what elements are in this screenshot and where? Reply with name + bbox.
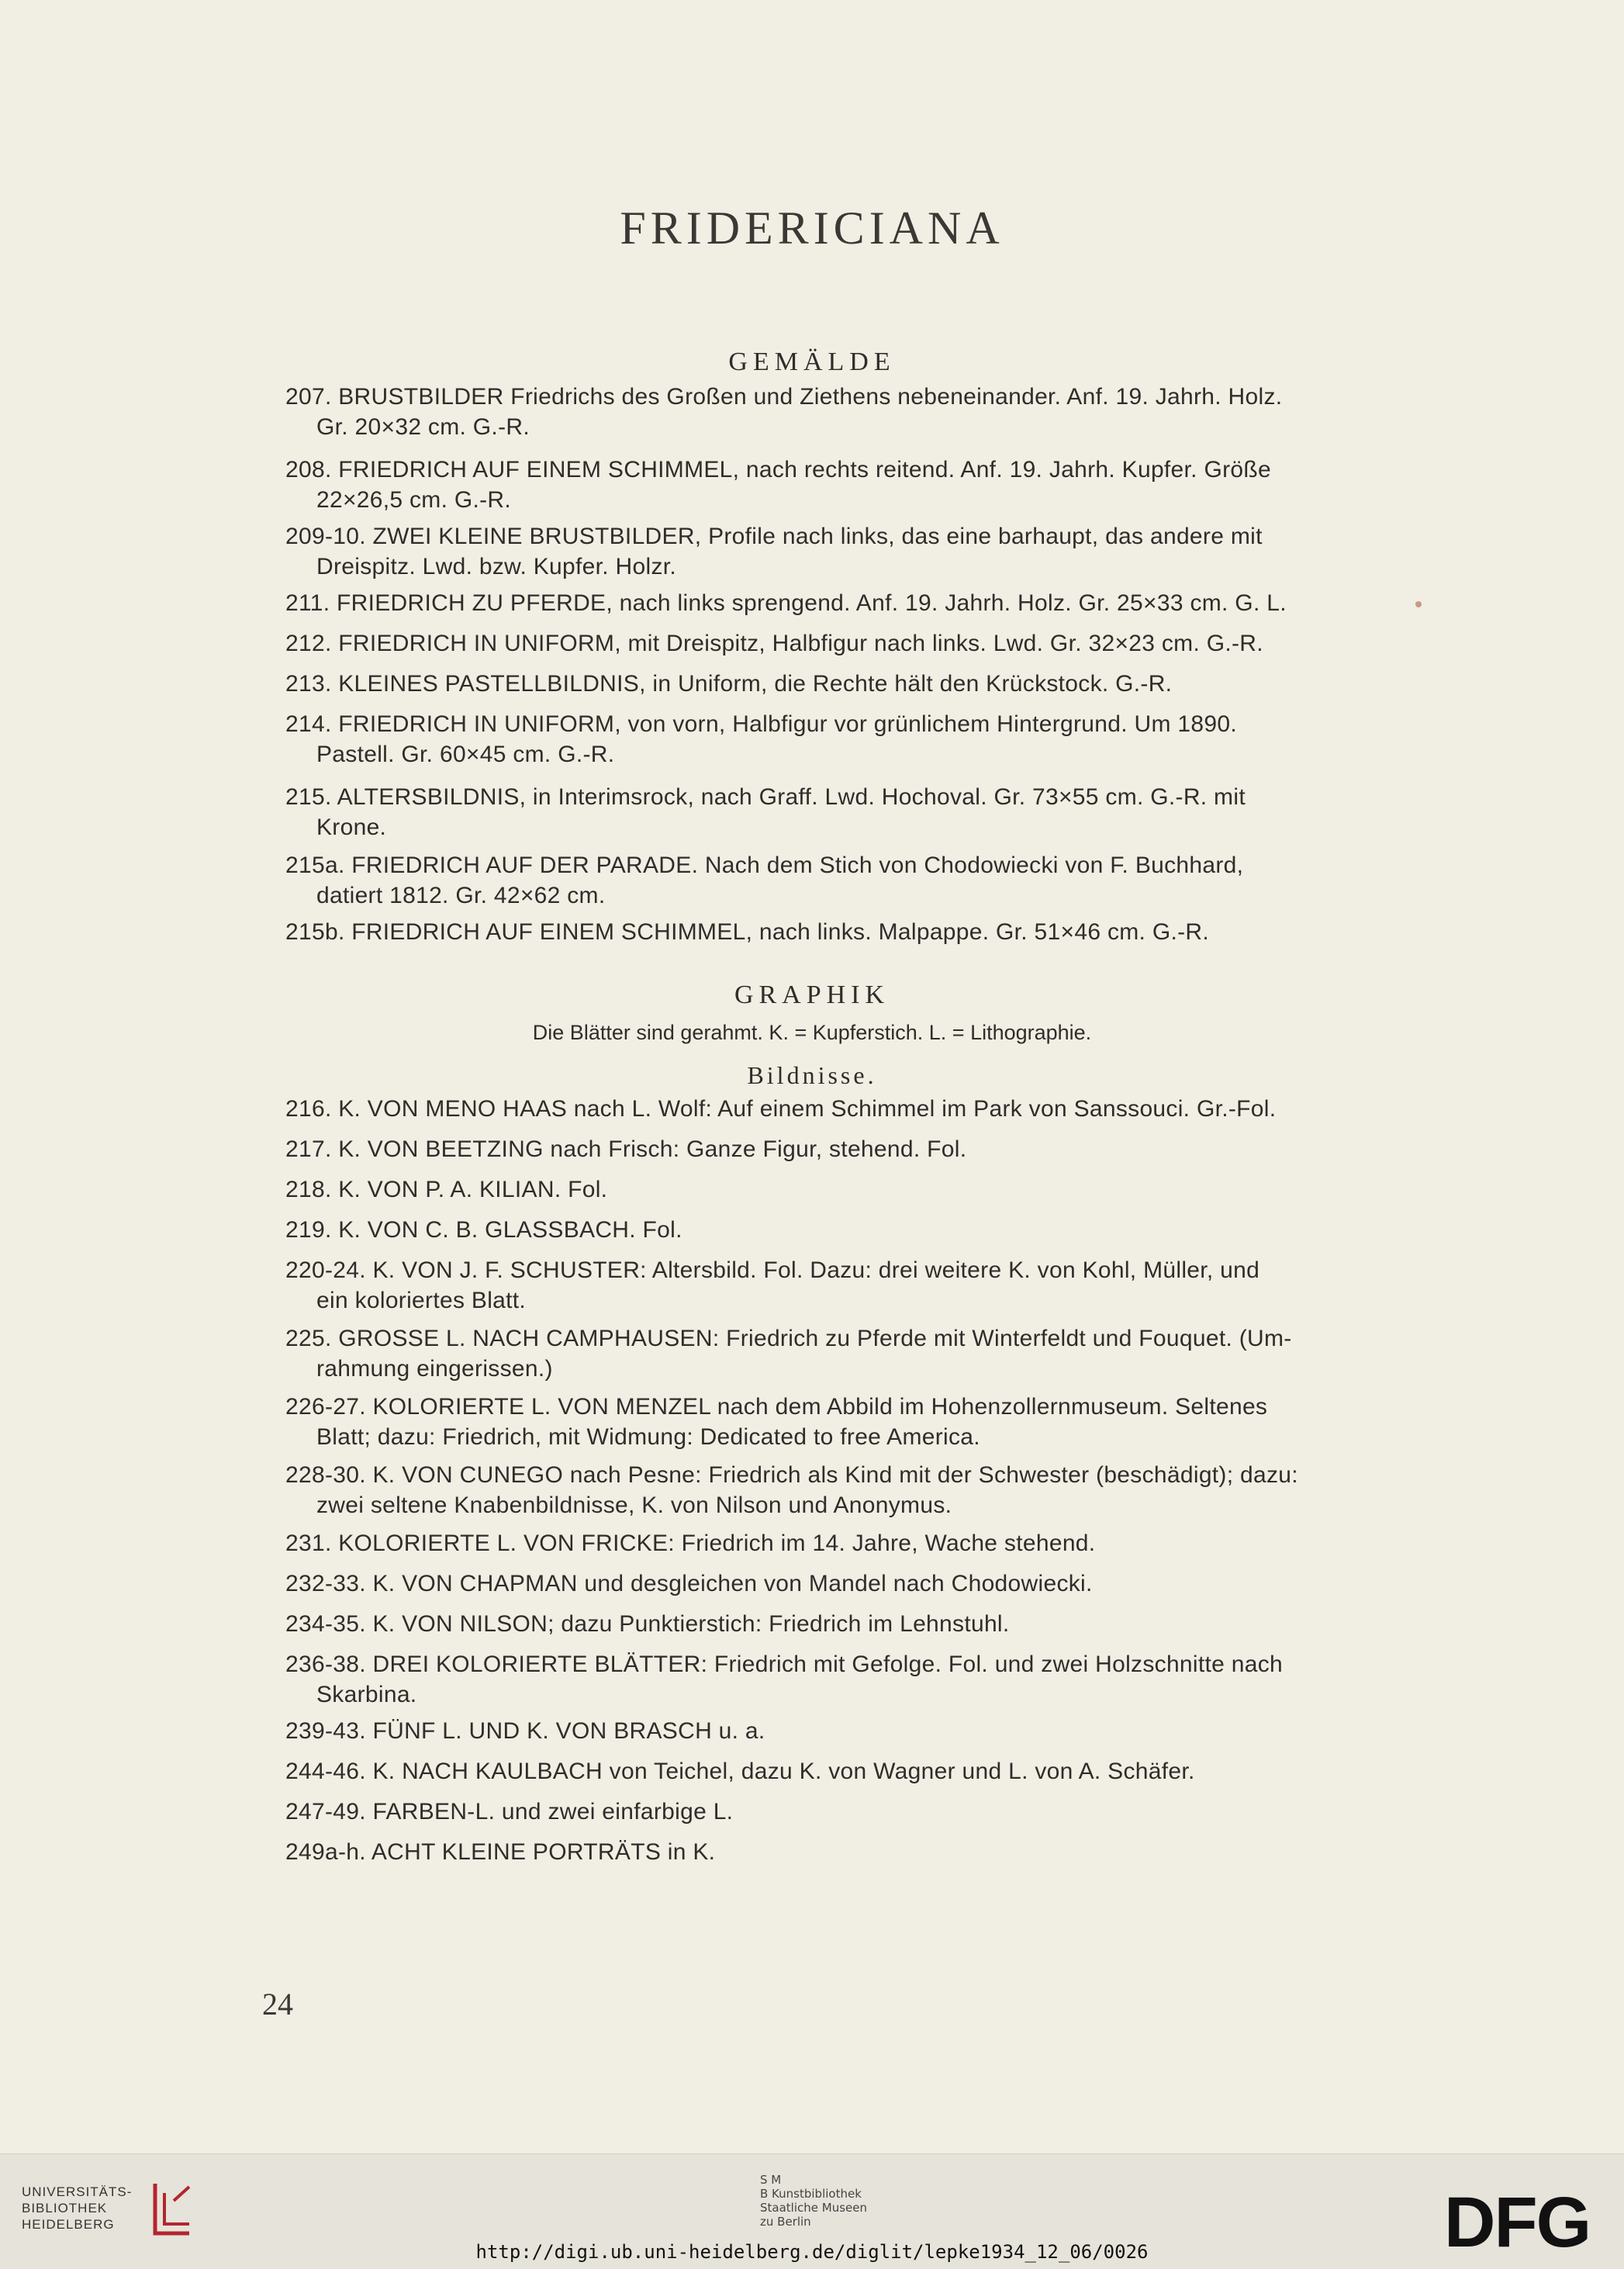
page-title: FRIDERICIANA	[620, 202, 1004, 254]
entry-item	[285, 455, 1363, 515]
entry-item	[285, 382, 1363, 442]
university-library-logo[interactable]	[22, 2184, 132, 2233]
entry-line: 249a-h. ACHT KLEINE PORTRÄTS in K.	[285, 1839, 716, 1865]
entry-item	[285, 1094, 1363, 1124]
uni-line-3: HEIDELBERG	[22, 2217, 115, 2232]
entry-line: 220-24. K. VON J. F. SCHUSTER: Altersbild. Fol. Dazu: drei weitere K. von Kohl, Müller, und	[285, 1257, 1260, 1283]
entry-line: 215. ALTERSBILDNIS, in Interimsrock, nach Graff. Lwd. Hochoval. Gr. 73×55 cm. G.-R. mit	[285, 784, 1246, 810]
uni-line-2: BIBLIOTHEK	[22, 2201, 108, 2215]
entry-continuation: rahmung eingerissen.)	[316, 1356, 553, 1382]
entry-continuation: Dreispitz. Lwd. bzw. Kupfer. Holzr.	[316, 554, 677, 579]
subheading-bildnisse: Bildnisse.	[747, 1061, 877, 1089]
entry-item	[285, 1392, 1363, 1452]
entry-item	[285, 669, 1363, 699]
entry-line: 214. FRIEDRICH IN UNIFORM, von vorn, Halbfigur vor grünlichem Hintergrund. Um 1890.	[285, 711, 1237, 737]
entry-line: 239-43. FÜNF L. UND K. VON BRASCH u. a.	[285, 1718, 765, 1744]
museum-logo[interactable]	[760, 2173, 867, 2229]
entry-continuation: Krone.	[316, 815, 387, 840]
entry-line: 247-49. FARBEN-L. und zwei einfarbige L.	[285, 1799, 734, 1825]
entry-line: 215b. FRIEDRICH AUF EINEM SCHIMMEL, nach links. Malpappe. Gr. 51×46 cm. G.-R.	[285, 919, 1209, 945]
paper-speck	[1415, 601, 1422, 607]
entry-line: 219. K. VON C. B. GLASSBACH. Fol.	[285, 1217, 682, 1243]
entry-continuation: ein koloriertes Blatt.	[316, 1288, 527, 1313]
entry-continuation: zwei seltene Knabenbildnisse, K. von Nilson und Anonymus.	[316, 1492, 952, 1518]
entry-continuation: Skarbina.	[316, 1682, 417, 1707]
entry-line: 218. K. VON P. A. KILIAN. Fol.	[285, 1177, 608, 1202]
museum-line-2: B Kunstbibliothek	[760, 2187, 862, 2201]
entry-item	[285, 1323, 1363, 1384]
entry-item	[285, 1528, 1363, 1558]
entry-line: 217. K. VON BEETZING nach Frisch: Ganze Figur, stehend. Fol.	[285, 1136, 967, 1162]
entry-continuation: Blatt; dazu: Friedrich, mit Widmung: Dedicated to free America.	[316, 1424, 980, 1450]
library-emblem-icon	[147, 2177, 197, 2240]
entry-line: 212. FRIEDRICH IN UNIFORM, mit Dreispitz, Halbfigur nach links. Lwd. Gr. 32×23 cm. G.-R.	[285, 631, 1263, 656]
entry-line: 232-33. K. VON CHAPMAN und desgleichen von Mandel nach Chodowiecki.	[285, 1571, 1093, 1596]
entry-line: 216. K. VON MENO HAAS nach L. Wolf: Auf einem Schimmel im Park von Sanssouci. Gr.-Fol.	[285, 1096, 1277, 1122]
entry-continuation: 22×26,5 cm. G.-R.	[316, 487, 512, 513]
entry-continuation: Pastell. Gr. 60×45 cm. G.-R.	[316, 742, 615, 767]
section-heading-graphik: GRAPHIK	[734, 981, 890, 1009]
entry-item	[285, 1460, 1363, 1520]
section-heading-gemaelde: GEMÄLDE	[728, 348, 896, 376]
entry-line: 225. GROSSE L. NACH CAMPHAUSEN: Friedrich zu Pferde mit Winterfeldt und Fouquet. (Um-	[285, 1326, 1292, 1351]
entry-item	[285, 1569, 1363, 1599]
entry-line: 228-30. K. VON CUNEGO nach Pesne: Friedrich als Kind mit der Schwester (beschädigt); dazu:	[285, 1462, 1298, 1488]
entry-line: 211. FRIEDRICH ZU PFERDE, nach links sprengend. Anf. 19. Jahrh. Holz. Gr. 25×33 cm. G. L.	[285, 590, 1287, 616]
entry-line: 234-35. K. VON NILSON; dazu Punktierstich: Friedrich im Lehnstuhl.	[285, 1611, 1010, 1637]
entry-continuation: datiert 1812. Gr. 42×62 cm.	[316, 883, 606, 908]
entry-line: 208. FRIEDRICH AUF EINEM SCHIMMEL, nach rechts reitend. Anf. 19. Jahrh. Kupfer. Größe	[285, 457, 1271, 483]
dfg-logo[interactable]: DFG	[1444, 2183, 1591, 2262]
entry-item	[285, 709, 1363, 770]
entry-line: 226-27. KOLORIERTE L. VON MENZEL nach dem Abbild im Hohenzollernmuseum. Seltenes	[285, 1394, 1268, 1420]
entry-item	[285, 1255, 1363, 1316]
entry-item	[285, 588, 1363, 618]
entry-line: 236-38. DREI KOLORIERTE BLÄTTER: Friedrich mit Gefolge. Fol. und zwei Holzschnitte nach	[285, 1652, 1284, 1677]
entry-item	[285, 1215, 1363, 1245]
entry-item	[285, 1174, 1363, 1205]
entry-line: 231. KOLORIERTE L. VON FRICKE: Friedrich im 14. Jahre, Wache stehend.	[285, 1531, 1096, 1556]
entry-item	[285, 1797, 1363, 1827]
entry-line: 207. BRUSTBILDER Friedrichs des Großen und Ziethens nebeneinander. Anf. 19. Jahrh. Holz.	[285, 384, 1283, 410]
entry-line: 244-46. K. NACH KAULBACH von Teichel, dazu K. von Wagner und L. von A. Schäfer.	[285, 1759, 1195, 1784]
entry-continuation: Gr. 20×32 cm. G.-R.	[316, 414, 530, 440]
entry-line: 215a. FRIEDRICH AUF DER PARADE. Nach dem Stich von Chodowiecki von F. Buchhard,	[285, 853, 1244, 878]
entry-item	[285, 628, 1363, 659]
viewer-footer	[0, 2153, 1624, 2269]
museum-line-4: zu Berlin	[760, 2215, 811, 2229]
entry-item	[285, 1716, 1363, 1746]
page-url-link[interactable]: http://digi.ub.uni-heidelberg.de/diglit/lepke1934_12_06/0026	[475, 2241, 1149, 2263]
entry-item	[285, 1134, 1363, 1164]
museum-line-3: Staatliche Museen	[760, 2201, 867, 2215]
entry-line: 213. KLEINES PASTELLBILDNIS, in Uniform, die Rechte hält den Krückstock. G.-R.	[285, 671, 1173, 697]
page-number: 24	[262, 1987, 293, 2022]
uni-line-1: UNIVERSITÄTS-	[22, 2184, 133, 2199]
entry-item	[285, 917, 1363, 947]
entry-item	[285, 1609, 1363, 1639]
entry-item	[285, 1649, 1363, 1710]
entry-line: 209-10. ZWEI KLEINE BRUSTBILDER, Profile nach links, das eine barhaupt, das andere mit	[285, 524, 1263, 549]
entry-item	[285, 521, 1363, 582]
museum-line-1: S M	[760, 2173, 782, 2187]
entry-item	[285, 1837, 1363, 1867]
entry-item	[285, 1756, 1363, 1786]
entry-item	[285, 782, 1363, 842]
graphik-note: Die Blätter sind gerahmt. K. = Kupferstich. L. = Lithographie.	[532, 1021, 1092, 1044]
entry-item	[285, 850, 1363, 911]
